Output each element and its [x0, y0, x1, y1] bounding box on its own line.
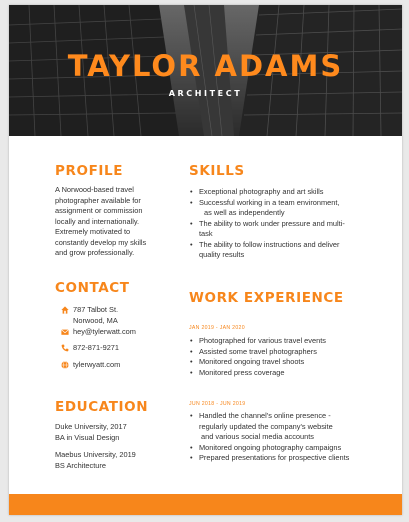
email-link[interactable]: hey@tylerwatt.com — [73, 327, 136, 336]
skill-item: • Exceptional photography and art skills — [199, 187, 389, 198]
job-dates: JUN 2018 - JUN 2019 — [189, 401, 246, 407]
job-duty: • Handled the channel's online presence - — [199, 411, 399, 422]
skill-continuation: task — [199, 229, 213, 238]
contact-address — [73, 305, 118, 326]
job-duty-continuation: and various social media accounts — [201, 432, 314, 441]
profile-line: and grow professionally. — [55, 248, 135, 257]
job-duty: • Monitored ongoing travel shoots — [199, 357, 389, 368]
job-duty: • Monitored press coverage — [199, 368, 389, 379]
education-heading: EDUCATION — [55, 399, 149, 415]
skill-continuation: quality results — [199, 250, 245, 259]
phone-text: 872-871-9271 — [73, 343, 120, 352]
skill-item: • Successful working in a team environment, — [199, 198, 389, 209]
phone-icon — [61, 344, 69, 352]
address-line-1: 787 Talbot St. — [73, 305, 119, 314]
profile-line: assignment or commission — [55, 206, 143, 215]
header-banner — [9, 5, 402, 136]
profile-text — [55, 185, 175, 259]
job-duty: • Prepared presentations for prospective clients — [199, 453, 399, 464]
education-school: Duke University, 2017 — [55, 422, 127, 431]
contact-email[interactable] — [73, 327, 136, 338]
profile-line: A Norwood-based travel — [55, 185, 134, 194]
profile-line: locally and internationally. — [55, 216, 140, 226]
job-duty-continued — [199, 432, 399, 443]
skills-list — [189, 187, 389, 261]
footer-bar — [9, 494, 402, 515]
education-entry — [55, 450, 136, 471]
resume-name: TAYLOR ADAMS — [67, 49, 344, 83]
mail-icon — [61, 328, 69, 336]
job-duties-list — [189, 336, 389, 378]
skill-item: • The ability to follow instructions and deliver — [199, 240, 389, 251]
skill-item-continued — [199, 250, 389, 261]
profile-line: constantly develop my skills — [55, 237, 147, 247]
job-duty: • Photographed for various travel events — [199, 336, 389, 347]
contact-website[interactable] — [73, 360, 120, 371]
website-link[interactable]: tylerwyatt.com — [73, 360, 121, 369]
job-duty: • Assisted some travel photographers — [199, 347, 389, 358]
job-duty: • Monitored ongoing photography campaigns — [199, 443, 399, 454]
education-school: Maebus University, 2019 — [55, 450, 136, 459]
globe-icon — [61, 361, 69, 369]
education-entry — [55, 422, 127, 443]
job-duty-continuation: regularly updated the company's website — [199, 421, 333, 431]
address-line-2: Norwood, MA — [73, 315, 118, 325]
resume-page — [9, 5, 402, 515]
job-dates: JAN 2019 - JAN 2020 — [189, 325, 245, 331]
contact-phone — [73, 343, 119, 354]
skills-heading: SKILLS — [189, 163, 245, 179]
education-degree: BS Architecture — [55, 460, 106, 470]
skill-item-continued — [199, 229, 389, 240]
skill-item: • The ability to work under pressure and multi- — [199, 219, 389, 230]
skill-continuation: as well as independently — [204, 208, 285, 217]
resume-title: ARCHITECT — [168, 89, 243, 98]
profile-line: Extremely motivated to — [55, 227, 131, 236]
education-degree: BA in Visual Design — [55, 432, 120, 442]
job-duties-list — [189, 411, 399, 464]
experience-heading: WORK EXPERIENCE — [189, 290, 344, 306]
home-icon — [61, 306, 69, 314]
job-duty-continued — [199, 422, 399, 433]
contact-heading: CONTACT — [55, 280, 130, 296]
profile-line: photographer available for — [55, 195, 141, 205]
skill-item-continued — [199, 208, 389, 219]
profile-heading: PROFILE — [55, 163, 124, 179]
